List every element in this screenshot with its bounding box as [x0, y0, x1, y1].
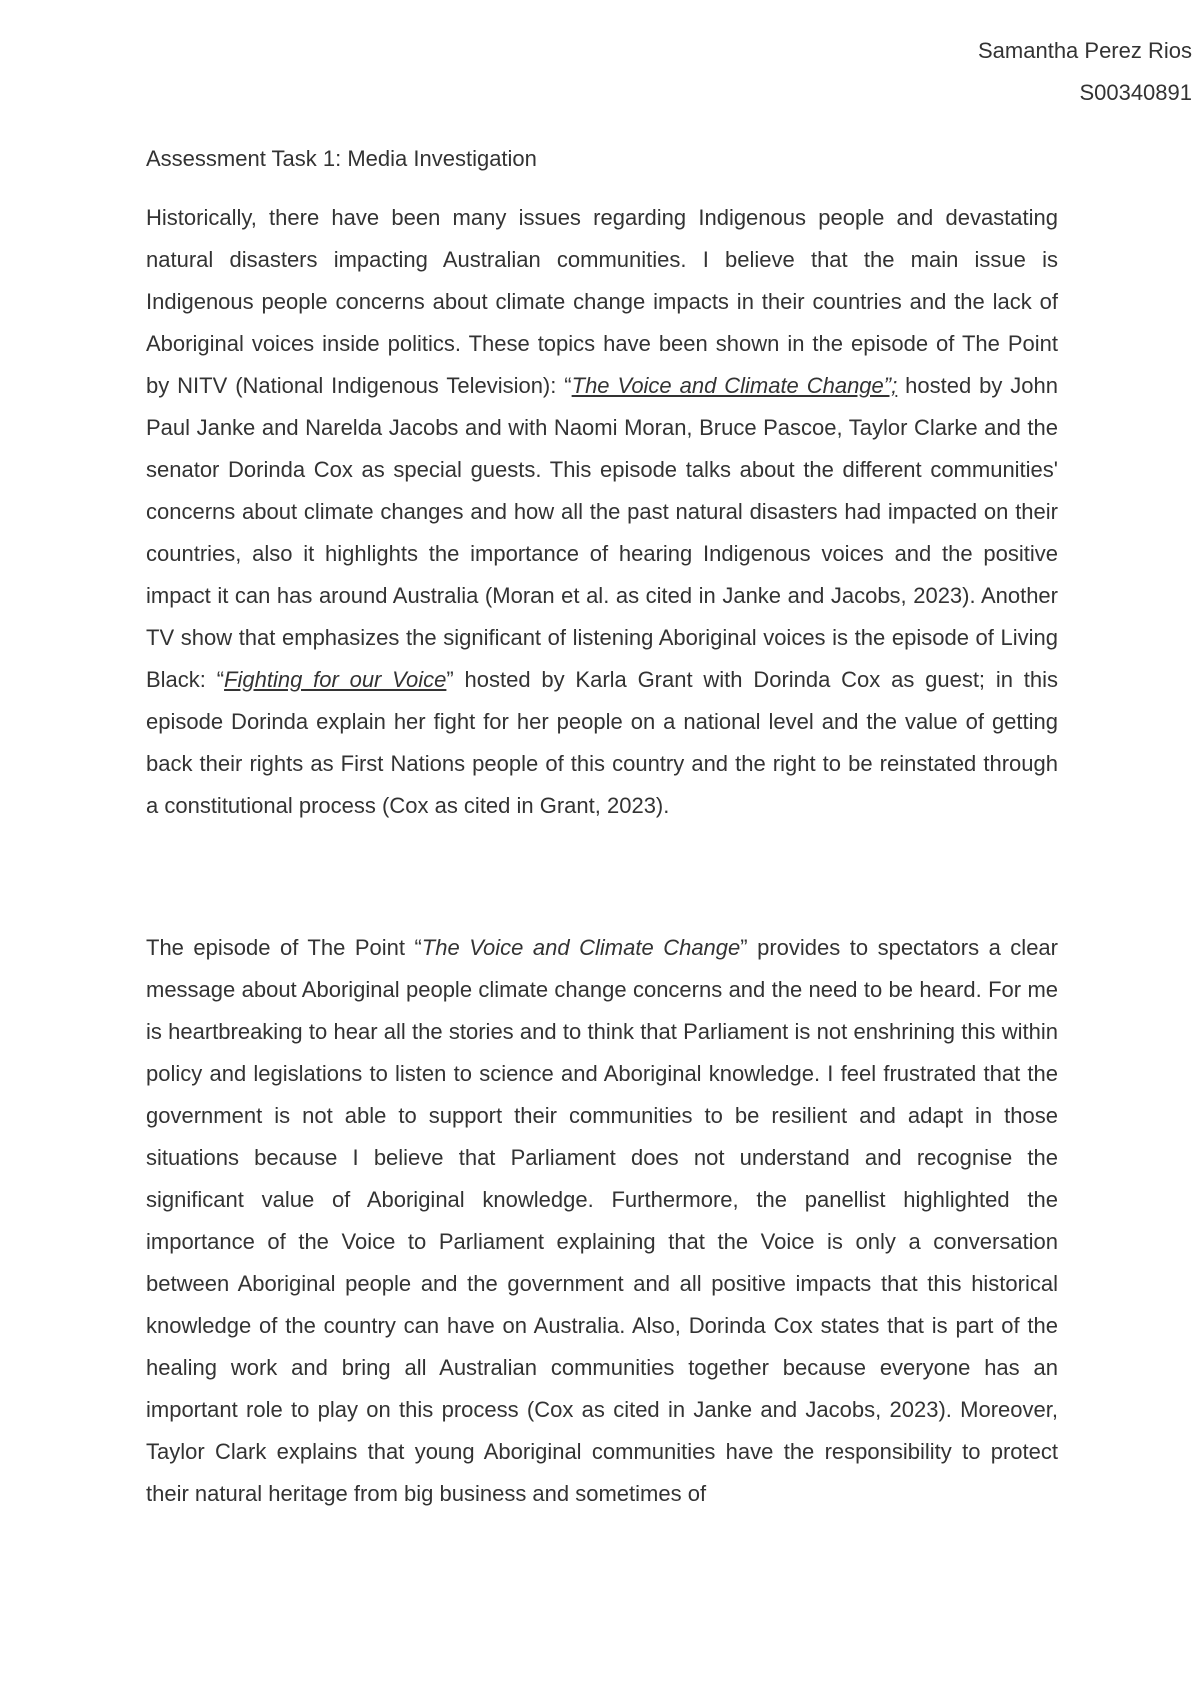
- paragraph-1: [146, 197, 1058, 827]
- episode-title-link-the-point[interactable]: The Voice and Climate Change”;: [571, 373, 898, 398]
- student-id: S00340891: [1079, 80, 1192, 105]
- document-title: Assessment Task 1: Media Investigation: [146, 146, 537, 171]
- paragraph-1-text-b: hosted by John Paul Janke and Narelda Jacobs and with Naomi Moran, Bruce Pascoe, Taylor Clarke and the senator Dorinda Cox as special guests. This episode talks about the different communities' concerns about climate changes and how all the past natural disasters had impacted on their countries, also it highlights the importance of hearing Indigenous voices and the positive impact it can has around Australia (Moran et al. as cited in Janke and Jacobs, 2023). Another TV show that emphasizes the significant of listening Aboriginal voices is the episode of Living Black: “: [146, 373, 1058, 692]
- episode-title-link-living-black[interactable]: Fighting for our Voice: [224, 667, 447, 692]
- paragraph-1-text-a: Historically, there have been many issues regarding Indigenous people and devastating natural disasters impacting Australian communities. I believe that the main issue is Indigenous people concerns about climate change impacts in their countries and the lack of Aboriginal voices inside politics. These topics have been shown in the episode of The Point by NITV (National Indigenous Television): “: [146, 205, 1058, 398]
- paragraph-2-text-b: ” provides to spectators a clear message about Aboriginal people climate change concerns and the need to be heard. For me is heartbreaking to hear all the stories and to think that Parliament is not enshrining this within policy and legislations to listen to science and Aboriginal knowledge. I feel frustrated that the government is not able to support their communities to be resilient and adapt in those situations because I believe that Parliament does not understand and recognise the significant value of Aboriginal knowledge. Furthermore, the panellist highlighted the importance of the Voice to Parliament explaining that the Voice is only a conversation between Aboriginal people and the government and all positive impacts that this historical knowledge of the country can have on Australia. Also, Dorinda Cox states that is part of the healing work and bring all Australian communities together because everyone has an important role to play on this process (Cox as cited in Janke and Jacobs, 2023). Moreover, Taylor Clark explains that young Aboriginal communities have the responsibility to protect their natural heritage from big business and sometimes of: [146, 935, 1058, 1506]
- author-name: Samantha Perez Rios: [978, 38, 1192, 63]
- document-header: [978, 30, 1192, 114]
- episode-title-italic: The Voice and Climate Change: [421, 935, 741, 960]
- paragraph-2: [146, 927, 1058, 1515]
- paragraph-1-text-c: ” hosted by Karla Grant with Dorinda Cox as guest; in this episode Dorinda explain her fight for her people on a national level and the value of getting back their rights as First Nations people of this country and the right to be reinstated through a constitutional process (Cox as cited in Grant, 2023).: [146, 667, 1059, 818]
- paragraph-2-text-a: The episode of The Point “: [146, 935, 422, 960]
